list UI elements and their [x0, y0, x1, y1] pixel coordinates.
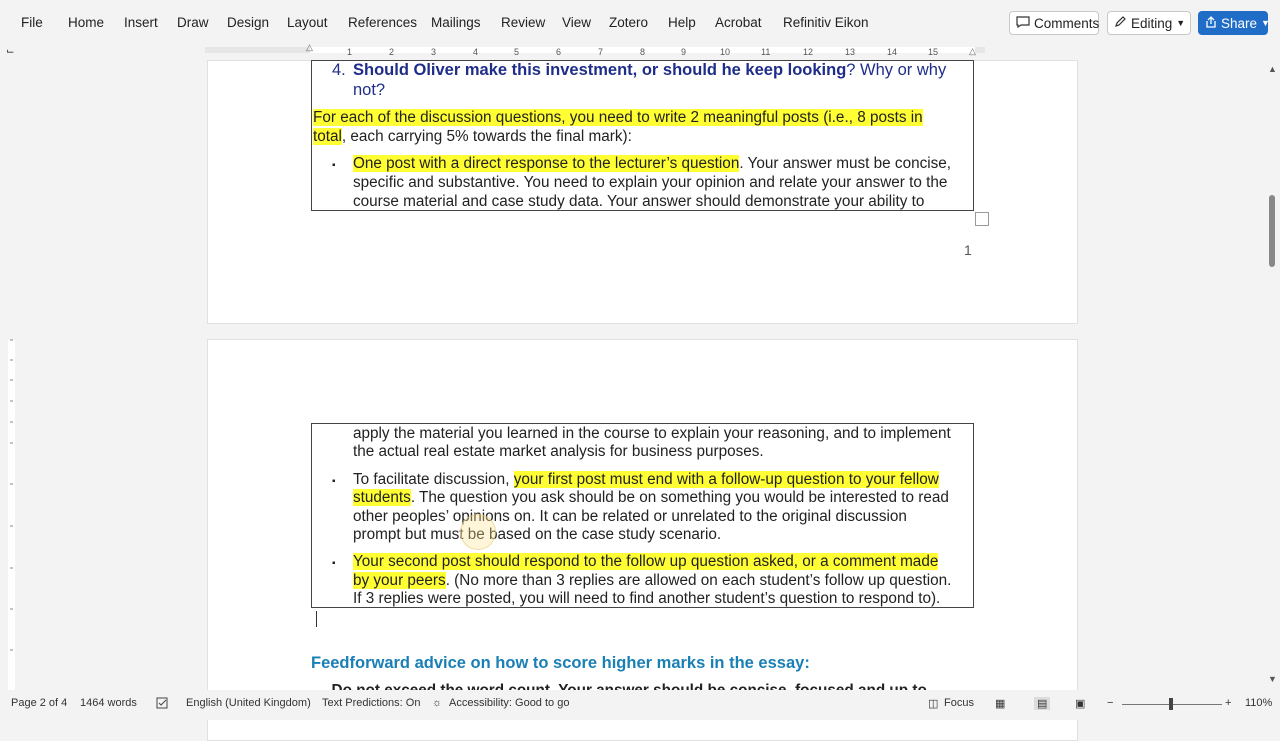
text-cursor — [316, 611, 317, 627]
text-box-resize-handle[interactable] — [975, 212, 989, 226]
ruler-tick: 9 — [681, 47, 687, 57]
bullet-2-line-4: prompt but must be based on the case study scenario. — [353, 526, 722, 543]
ruler-tick: 15 — [928, 47, 939, 57]
bullet-1-line-2: specific and substantive. You need to explain your opinion and relate your answer to the — [353, 174, 948, 191]
bullet-2-highlight: your first post must end with a follow-up question to your fellow — [513, 471, 939, 488]
instruction-line-1 — [313, 109, 973, 128]
ruler-tick: 6 — [556, 47, 562, 57]
question-4-bold: Should Oliver make this investment, or should he keep looking — [353, 61, 847, 79]
question-4-rest: ? Why or why — [846, 61, 947, 79]
bullet-1-line-1 — [353, 155, 951, 174]
menu-help[interactable]: Help — [668, 15, 696, 30]
continuation-line-2: the actual real estate market analysis for business purposes. — [353, 443, 764, 460]
ruler-tick: 8 — [640, 47, 646, 57]
ruler-tick: 10 — [720, 47, 731, 57]
ruler-tick: 11 — [761, 47, 771, 57]
bullet-2-line-3: other peoples’ opinions on. It can be related or unrelated to the original discussion — [353, 508, 907, 525]
zoom-slider-handle[interactable] — [1169, 698, 1173, 710]
ruler-tick: 12 — [803, 47, 814, 57]
ruler-tick: 1 — [347, 47, 353, 57]
focus-mode-button[interactable]: Focus — [944, 697, 974, 709]
menu-design[interactable]: Design — [227, 15, 270, 30]
ruler-tick: 5 — [514, 47, 520, 57]
bullet-3-line-2 — [353, 572, 951, 591]
menu-zotero[interactable]: Zotero — [609, 15, 649, 30]
bullet-1-rest: . Your answer must be concise, — [739, 155, 952, 172]
comment-icon — [1016, 16, 1030, 31]
scroll-down-icon[interactable]: ▼ — [1268, 674, 1277, 684]
scrollbar-thumb[interactable] — [1269, 195, 1275, 267]
bullet-2-line-1 — [353, 471, 939, 490]
vertical-ruler-scale — [0, 60, 24, 690]
ruler-tick: 4 — [473, 47, 479, 57]
menu-refinitiv-eikon[interactable]: Refinitiv Eikon — [783, 15, 869, 30]
menu-review[interactable]: Review — [501, 15, 546, 30]
share-icon — [1205, 16, 1217, 31]
comments-label: Comments — [1034, 15, 1100, 31]
document-canvas[interactable] — [24, 60, 1264, 690]
status-bar — [0, 690, 1280, 720]
list-number: 4. — [332, 61, 346, 79]
ruler-scale — [205, 47, 985, 53]
editing-mode-button[interactable] — [1107, 11, 1191, 35]
question-4-line-2: not? — [353, 81, 386, 99]
scroll-up-icon[interactable]: ▲ — [1268, 64, 1277, 74]
text-predictions[interactable]: Text Predictions: On — [322, 697, 421, 709]
language-indicator[interactable]: English (United Kingdom) — [186, 697, 311, 709]
menu-acrobat[interactable]: Acrobat — [715, 15, 762, 30]
ruler-tick: 2 — [389, 47, 395, 57]
feedforward-heading: Feedforward advice on how to score higher marks in the essay: — [311, 654, 810, 672]
menu-layout[interactable]: Layout — [287, 15, 328, 30]
bullet-2-rest: . The question you ask should be on something you would be interested to read — [410, 489, 949, 506]
bullet-3-highlight-2: by your peers — [353, 572, 446, 589]
comments-button[interactable] — [1009, 11, 1099, 35]
question-4-line-1 — [353, 61, 973, 80]
continuation-line-1: apply the material you learned in the course to explain your reasoning, and to implement — [353, 425, 951, 442]
menu-references[interactable]: References — [348, 15, 418, 30]
indent-marker[interactable]: △ — [306, 42, 313, 52]
menu-file[interactable]: File — [21, 15, 43, 30]
instruction-line-2 — [313, 128, 632, 147]
bullet-marker: ▪ — [332, 558, 336, 569]
horizontal-ruler[interactable] — [0, 40, 1264, 60]
menu-home[interactable]: Home — [68, 15, 105, 30]
focus-icon: ◫ — [928, 698, 939, 710]
bullet-marker: ▪ — [332, 160, 336, 171]
accessibility-icon: ☼ — [432, 697, 443, 709]
bullet-1-line-3: course material and case study data. Your answer should demonstrate your ability to — [353, 193, 925, 210]
pencil-icon — [1114, 15, 1127, 31]
instruction-rest: , each carrying 5% towards the final mark): — [341, 128, 632, 145]
chevron-down-icon: ▼ — [1176, 18, 1186, 28]
print-layout-icon[interactable]: ▤ — [1034, 697, 1050, 710]
bullet-marker: ▪ — [332, 476, 336, 487]
instruction-highlight-1: For each of the discussion questions, you need to write 2 meaningful posts (i.e., 8 posts in — [313, 109, 923, 126]
share-label: Share — [1221, 15, 1258, 31]
bullet-3-line-3: If 3 replies were posted, you will need to find another student’s question to respond to). — [353, 590, 941, 607]
menu-view[interactable]: View — [562, 15, 592, 30]
bullet-2-lead: To facilitate discussion, — [353, 471, 514, 488]
right-indent-marker[interactable]: △ — [969, 46, 976, 56]
menu-draw[interactable]: Draw — [177, 15, 209, 30]
accessibility-status[interactable]: Accessibility: Good to go — [449, 697, 570, 709]
bullet-3-rest: . (No more than 3 replies are allowed on each student’s follow up question. — [445, 572, 952, 589]
vertical-ruler[interactable] — [0, 60, 24, 690]
web-layout-icon[interactable]: ▣ — [1075, 698, 1086, 710]
bullet-2-highlight-2: students — [353, 489, 411, 506]
instruction-highlight-2: total — [313, 128, 342, 145]
ruler-tick: 13 — [845, 47, 856, 57]
bullet-3-highlight: Your second post should respond to the follow up question asked, or a comment made — [353, 553, 939, 570]
zoom-out-icon[interactable]: − — [1107, 697, 1114, 709]
page-indicator[interactable]: Page 2 of 4 — [11, 697, 68, 709]
vertical-scrollbar[interactable] — [1264, 60, 1280, 690]
bullet-1-highlight: One post with a direct response to the lecturer’s question — [353, 155, 740, 172]
tab-stop-selector[interactable]: ⌙ — [6, 46, 15, 57]
bullet-3-line-1 — [353, 553, 938, 572]
bullet-2-line-2 — [353, 489, 949, 508]
page-number: 1 — [964, 242, 972, 258]
chevron-down-icon: ▼ — [1261, 18, 1270, 28]
ruler-tick: 7 — [598, 47, 604, 57]
ruler-tick: 14 — [887, 47, 898, 57]
mouse-cursor-indicator — [460, 514, 496, 550]
editing-label: Editing — [1131, 15, 1173, 31]
share-button[interactable] — [1198, 11, 1268, 35]
read-mode-icon[interactable]: ▦ — [995, 698, 1006, 710]
menu-mailings[interactable]: Mailings — [431, 15, 481, 30]
zoom-level[interactable]: 110% — [1245, 697, 1273, 709]
ruler-tick: 3 — [431, 47, 437, 57]
menu-insert[interactable]: Insert — [124, 15, 158, 30]
proofing-icon[interactable] — [156, 697, 170, 712]
word-count[interactable]: 1464 words — [80, 697, 137, 709]
zoom-in-icon[interactable]: + — [1225, 697, 1232, 709]
